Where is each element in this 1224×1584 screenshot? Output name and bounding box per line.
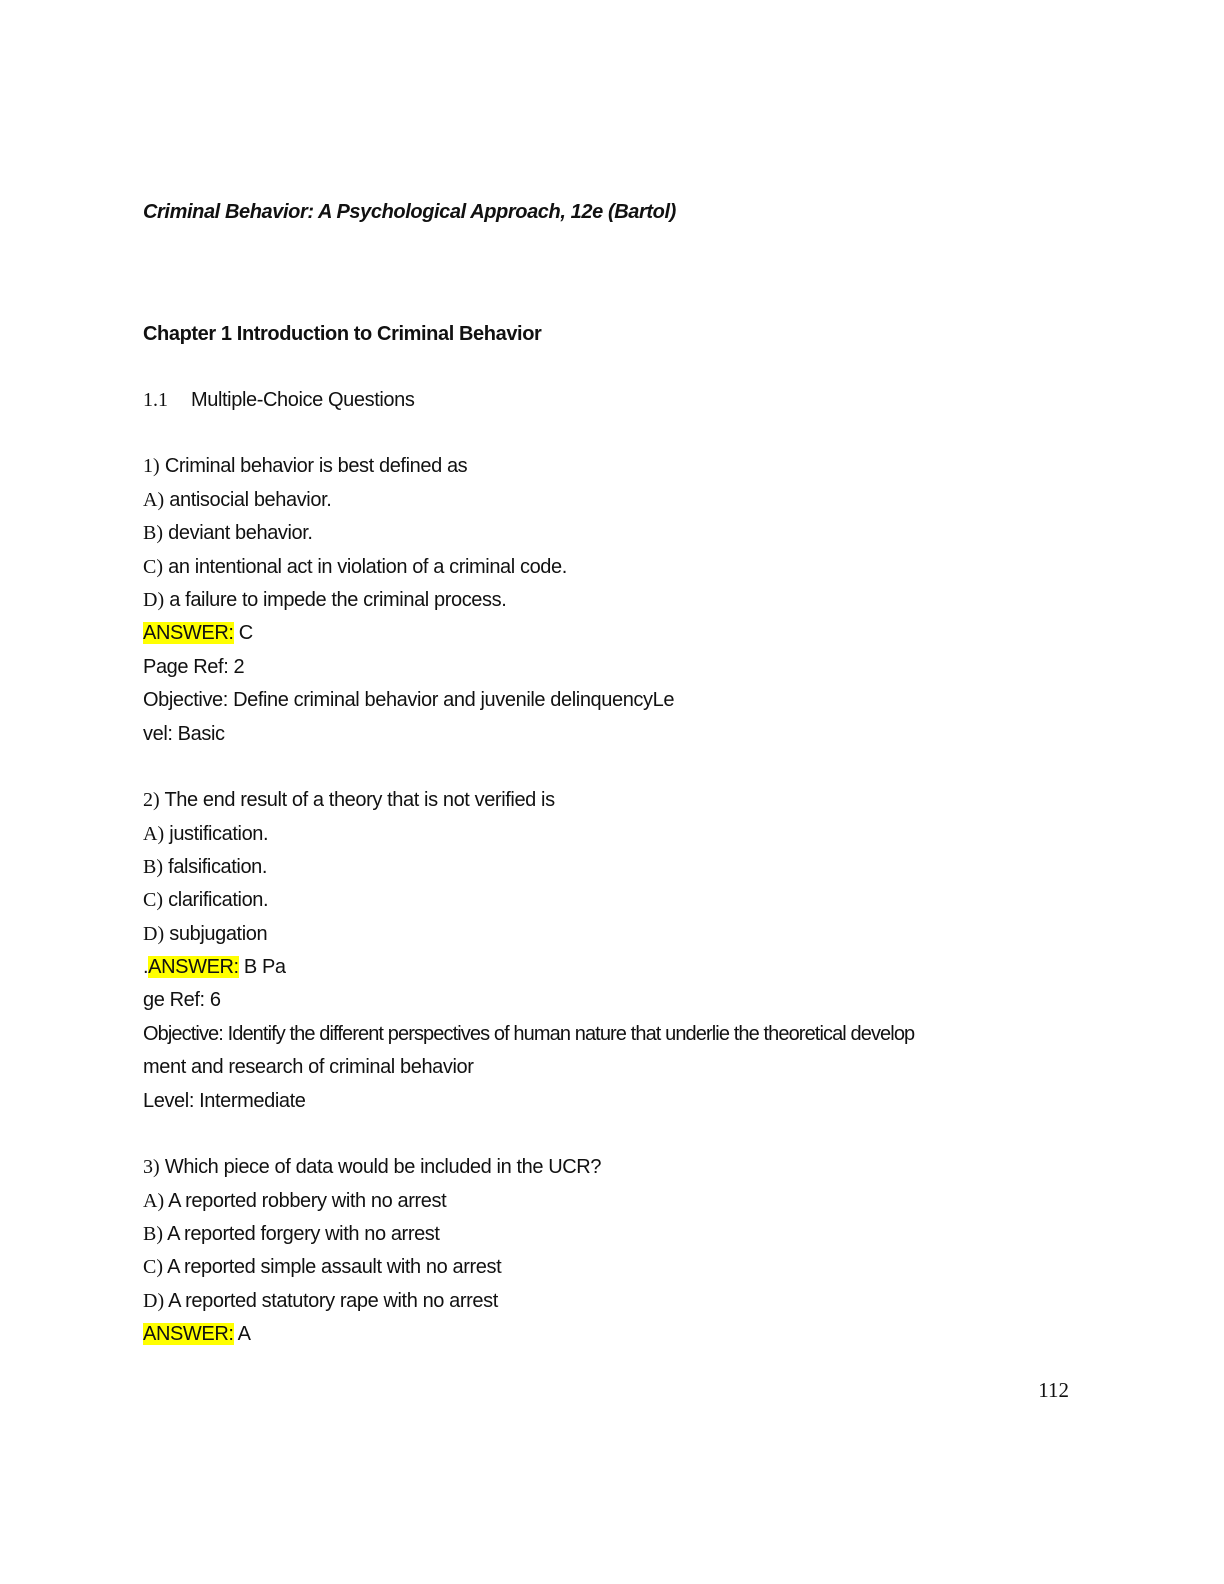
question-2-page-ref: ge Ref: 6 — [143, 989, 221, 1011]
question-text: The end result of a theory that is not verified is — [164, 789, 555, 811]
section-title: Multiple-Choice Questions — [191, 389, 415, 411]
question-3-option-c — [143, 1254, 501, 1280]
option-letter: B) — [143, 856, 163, 878]
question-2-objective: Objective: Identify the different perspectives of human nature that underlie the theoretical develop — [143, 1023, 915, 1045]
option-letter: B) — [143, 522, 163, 544]
question-number: 3) — [143, 1156, 160, 1178]
question-3-option-a — [143, 1188, 446, 1214]
question-3-answer — [143, 1321, 251, 1347]
question-2-objective-continued: ment and research of criminal behavior — [143, 1056, 474, 1078]
option-text: A reported statutory rape with no arrest — [168, 1290, 498, 1312]
question-1-level: vel: Basic — [143, 723, 225, 745]
answer-value: C — [238, 622, 253, 644]
question-2-option-c — [143, 887, 268, 913]
option-letter: C) — [143, 1256, 163, 1278]
option-text: A reported forgery with no arrest — [167, 1223, 440, 1245]
option-text: justification. — [169, 823, 269, 845]
option-letter: C) — [143, 556, 163, 578]
option-letter: D) — [143, 1290, 165, 1312]
question-2-level: Level: Intermediate — [143, 1090, 306, 1112]
option-letter: D) — [143, 589, 165, 611]
question-1-page-ref: Page Ref: 2 — [143, 656, 245, 678]
option-letter: A) — [143, 823, 165, 845]
book-title: Criminal Behavior: A Psychological Approach, 12e (Bartol) — [143, 201, 676, 223]
question-2-stem — [143, 787, 555, 813]
question-number: 1) — [143, 455, 160, 477]
answer-value: B Pa — [243, 956, 286, 978]
question-2-option-b — [143, 854, 267, 880]
question-1-stem — [143, 453, 467, 479]
question-1-answer — [143, 620, 253, 646]
question-3-option-d — [143, 1288, 498, 1314]
option-text: A reported simple assault with no arrest — [167, 1256, 502, 1278]
option-text: falsification. — [168, 856, 268, 878]
question-1-option-a — [143, 487, 331, 513]
question-1-option-d — [143, 587, 506, 613]
option-text: a failure to impede the criminal process. — [169, 589, 507, 611]
answer-label: ANSWER: — [148, 956, 239, 978]
section-heading — [143, 387, 414, 413]
option-letter: A) — [143, 1190, 165, 1212]
answer-label: ANSWER: — [143, 1323, 234, 1345]
option-text: antisocial behavior. — [169, 489, 332, 511]
question-text: Criminal behavior is best defined as — [164, 455, 468, 477]
question-1-objective: Objective: Define criminal behavior and juvenile delinquencyLe — [143, 689, 675, 711]
question-2-option-d — [143, 921, 267, 947]
option-letter: B) — [143, 1223, 163, 1245]
question-number: 2) — [143, 789, 160, 811]
option-text: an intentional act in violation of a criminal code. — [168, 556, 567, 578]
question-1-option-b — [143, 520, 313, 546]
question-2-option-a — [143, 821, 268, 847]
answer-label: ANSWER: — [143, 622, 234, 644]
option-text: deviant behavior. — [168, 522, 313, 544]
option-letter: D) — [143, 923, 165, 945]
answer-prefix: . — [143, 956, 149, 978]
option-letter: C) — [143, 889, 163, 911]
question-1-option-c — [143, 554, 567, 580]
question-3-option-b — [143, 1221, 440, 1247]
section-number: 1.1 — [143, 389, 168, 411]
option-text: clarification. — [168, 889, 269, 911]
answer-value: A — [237, 1323, 251, 1345]
question-3-stem — [143, 1154, 601, 1180]
option-text: A reported robbery with no arrest — [168, 1190, 447, 1212]
chapter-title: Chapter 1 Introduction to Criminal Behavior — [143, 323, 542, 345]
page-number: 112 — [1038, 1378, 1069, 1402]
option-text: subjugation — [169, 923, 268, 945]
option-letter: A) — [143, 489, 165, 511]
question-2-answer — [143, 954, 286, 980]
question-text: Which piece of data would be included in the UCR? — [164, 1156, 602, 1178]
